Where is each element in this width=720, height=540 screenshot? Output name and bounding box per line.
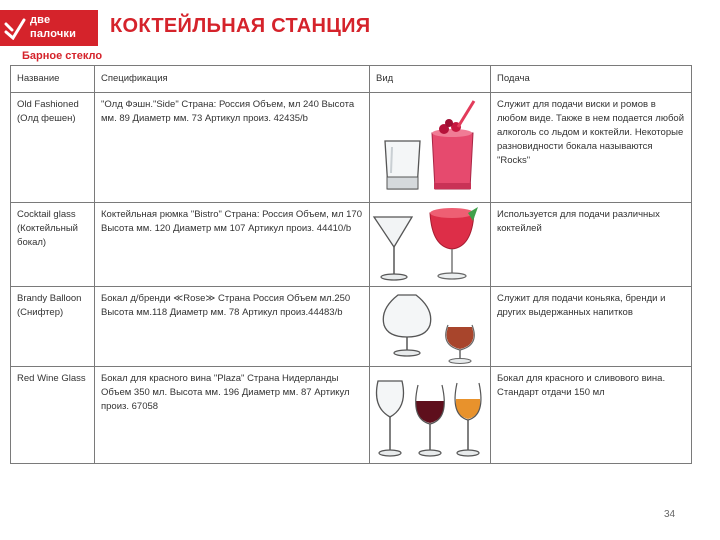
table-row xyxy=(11,367,692,464)
header-name: Название xyxy=(11,66,95,93)
glass-spec: Коктейльная рюмка "Bistro" Страна: Россия Объем, мл 170 Высота мм. 120 Диаметр мм 107 Артикул произ. 44410/b xyxy=(95,203,370,287)
glass-name: Old Fashioned (Олд фешен) xyxy=(11,93,95,203)
red-cocktail-icon xyxy=(430,207,478,279)
glass-images xyxy=(370,367,491,464)
red-wine-glass-icon xyxy=(416,385,445,456)
rocks-cocktail-icon xyxy=(432,101,474,189)
logo-line-2: палочки xyxy=(30,28,77,40)
header-spec: Спецификация xyxy=(95,66,370,93)
header-serve: Подача xyxy=(491,66,692,93)
brand-logo xyxy=(0,10,98,46)
glass-images xyxy=(370,93,491,203)
brandy-glass-icon xyxy=(446,325,475,364)
glass-spec: Бокал для красного вина "Plaza" Страна Нидерланды Объем 350 мл. Высота мм. 196 Диаметр мм. 87 Артикул произ. 67058 xyxy=(95,367,370,464)
snifter-glass-icon xyxy=(383,295,430,356)
glass-serve: Служит для подачи коньяка, бренди и других выдержанных напитков xyxy=(491,287,692,367)
amber-wine-glass-icon xyxy=(455,383,481,456)
glass-serve: Служит для подачи виски и ромов в любом виде. Также в нем подается любой алкоголь со льдом и коктейли. Некоторые разновидности бокала называются "Rocks" xyxy=(491,93,692,203)
bar-glass-table xyxy=(10,65,692,464)
martini-glass-icon xyxy=(374,217,412,280)
old-fashioned-glass-icon xyxy=(385,141,420,189)
glass-images xyxy=(370,203,491,287)
table-row xyxy=(11,287,692,367)
header-view: Вид xyxy=(370,66,491,93)
logo-text xyxy=(30,13,96,41)
table-header-row xyxy=(11,66,692,93)
page-number: 34 xyxy=(664,509,676,520)
table-row xyxy=(11,203,692,287)
page-title: КОКТЕЙЛЬНАЯ СТАНЦИЯ xyxy=(110,15,371,37)
glass-spec: Бокал д/бренди ≪Rose≫ Страна Россия Объем мл.250 Высота мм.118 Диаметр мм. 78 Артикул произ.44483/b xyxy=(95,287,370,367)
glass-images xyxy=(370,287,491,367)
table-row xyxy=(11,93,692,203)
glass-serve: Используется для подачи различных коктейлей xyxy=(491,203,692,287)
chopsticks-logo-icon xyxy=(4,16,26,40)
glass-serve: Бокал для красного и сливового вина. Стандарт отдачи 150 мл xyxy=(491,367,692,464)
glass-name: Red Wine Glass xyxy=(11,367,95,464)
wine-glass-icon xyxy=(377,381,404,456)
glass-name: Brandy Balloon (Снифтер) xyxy=(11,287,95,367)
glass-name: Cocktail glass (Коктейльный бокал) xyxy=(11,203,95,287)
logo-line-1: две xyxy=(30,14,51,26)
glass-spec: "Олд Фэшн."Side" Страна: Россия Объем, мл 240 Высота мм. 89 Диаметр мм. 73 Артикул произ. 42435/b xyxy=(95,93,370,203)
section-subtitle: Барное стекло xyxy=(22,50,103,62)
